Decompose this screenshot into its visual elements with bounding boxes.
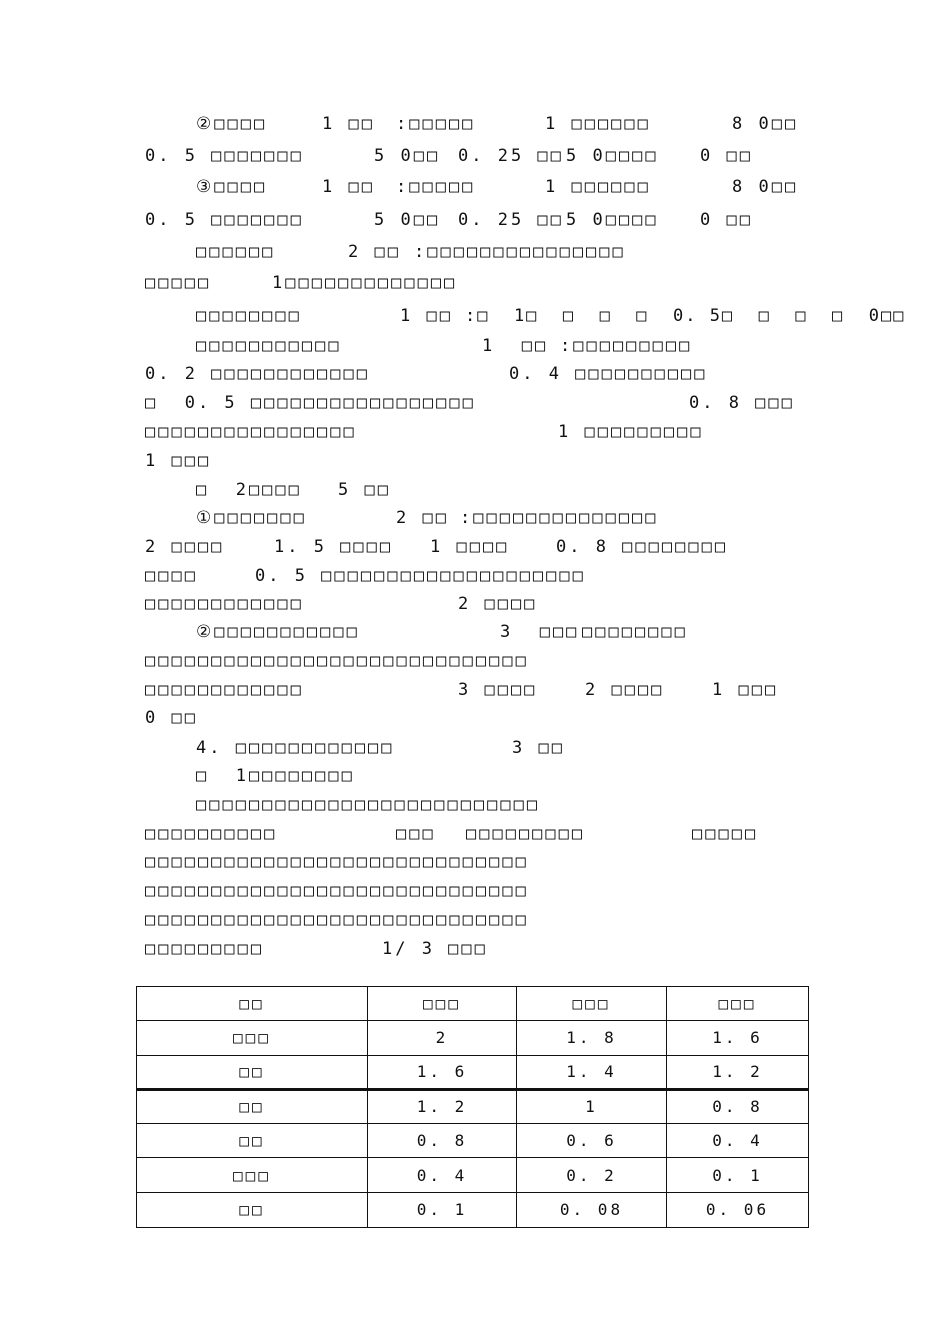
table-row (137, 1055, 809, 1089)
text-line: □□□□□ (145, 273, 212, 293)
text-line: 1 □□□ (712, 680, 779, 700)
text-line: 1 □□□□ (430, 537, 510, 557)
text-line: 1 □□□□□□ (545, 114, 651, 134)
table-cell: 0. 4 (667, 1124, 809, 1158)
table-row (137, 1192, 809, 1227)
text-line: 0 □□ (145, 708, 198, 728)
text-line: 1 □□ (322, 177, 375, 197)
text-line: 1 □□ (400, 306, 453, 326)
table-cell: 1. 2 (368, 1089, 517, 1123)
table-header-row (137, 987, 809, 1021)
table-cell: 1. 6 (667, 1021, 809, 1055)
text-line: 5 0□□□□ (566, 210, 659, 230)
text-line: □□□□□□□□□□□□□□□□□□□□□□□□□□□□□ (145, 852, 529, 872)
table-cell: □□ (137, 1124, 368, 1158)
text-line: 1 □□□ (145, 451, 212, 471)
table-cell: 0. 1 (368, 1192, 517, 1227)
text-line: □□□□□□ (196, 242, 276, 262)
text-line: 4. □□□□□□□□□□□□ (196, 738, 395, 758)
table-cell: 0. 06 (667, 1192, 809, 1227)
text-line: □□□□□□□□□□ (145, 824, 278, 844)
text-line: ①□□□□□□□ (196, 508, 307, 528)
text-line: 0. 5 □□□□□□□ (145, 146, 304, 166)
table-cell: 0. 6 (517, 1124, 667, 1158)
text-line: □□□ (396, 824, 436, 844)
text-line: 0. 4 □□□□□□□□□□ (509, 364, 708, 384)
text-line: :□□□□□ (396, 177, 476, 197)
table-header-cell: □□□ (667, 987, 809, 1021)
table-cell: 0. 2 (517, 1158, 667, 1192)
text-line: □□□□□ (692, 824, 759, 844)
text-line: □□□□□□□□□□□ (196, 336, 342, 356)
text-line: 0. 5 □□□□□□□ (145, 210, 304, 230)
table-cell: 1. 4 (517, 1055, 667, 1089)
table-row (137, 1021, 809, 1055)
text-line: 5 0□□ (374, 146, 441, 166)
text-line: :□ 1□ □ □ □ 0. 5□ □ □ □ 0□□ (465, 306, 906, 326)
text-line: 1. 5 □□□□ (274, 537, 394, 557)
text-line: 1 □□□□□□□□□ (558, 422, 704, 442)
table-cell: 0. 4 (368, 1158, 517, 1192)
text-line: 8 0□□ (732, 114, 799, 134)
text-line: 0. 25 □□ (458, 146, 564, 166)
text-line: □ 1□□□□□□□□ (196, 766, 355, 786)
text-line: 5 0□□□□ (566, 146, 659, 166)
table-cell: 0. 8 (368, 1124, 517, 1158)
table-row (137, 1124, 809, 1158)
text-line: □□□□□□□□□□□□□□□□□□□□□□□□□□ (196, 795, 541, 815)
text-line: 1□□□□□□□□□□□□□ (272, 273, 458, 293)
table-cell: □□□ (137, 1158, 368, 1192)
text-line: 1 □□□□□□ (545, 177, 651, 197)
table-cell: □□ (137, 1089, 368, 1123)
text-line: 1/ 3 □□□ (382, 939, 488, 959)
table-cell: 0. 1 (667, 1158, 809, 1192)
text-line: 2 □□ (348, 242, 401, 262)
table-cell: □□□ (137, 1021, 368, 1055)
text-line: ③□□□□ (196, 177, 268, 197)
data-table (136, 986, 809, 1228)
table-row (137, 1158, 809, 1192)
table-header-cell: □□□ (368, 987, 517, 1021)
text-line: 0. 25 □□ (458, 210, 564, 230)
text-line: 0. 8 □□□ (689, 393, 795, 413)
text-line: □□□□ (145, 566, 198, 586)
table-row (137, 1089, 809, 1123)
text-line: □□□□□□□□ (582, 622, 688, 642)
text-line: 5 0□□ (374, 210, 441, 230)
text-line: :□□□□□□□□□□□□□□□ (414, 242, 626, 262)
table-cell: 1. 6 (368, 1055, 517, 1089)
table-cell: 2 (368, 1021, 517, 1055)
table-cell: 0. 08 (517, 1192, 667, 1227)
text-line: □□□□□□□□□□□□ (145, 594, 304, 614)
text-line: 0. 2 □□□□□□□□□□□□ (145, 364, 370, 384)
text-line: □□□□□□□□□ (466, 824, 586, 844)
text-line: 2 □□□□ (585, 680, 665, 700)
text-line: 2 □□□□ (458, 594, 538, 614)
text-line: 1 □□ (482, 336, 549, 356)
text-line: 3 □□□ (500, 622, 580, 642)
table-cell: 1. 2 (667, 1055, 809, 1089)
text-line: 0. 5 □□□□□□□□□□□□□□□□□□□□ (255, 566, 586, 586)
text-line: □□□□□□□□□□□□□□□□ (145, 422, 357, 442)
text-line: ②□□□□ (196, 114, 268, 134)
text-line: □□□□□□□□□□□□□□□□□□□□□□□□□□□□□ (145, 881, 529, 901)
text-line: 3 □□ (512, 738, 565, 758)
table-cell: 0. 8 (667, 1089, 809, 1123)
text-line: 3 □□□□ (458, 680, 538, 700)
table-cell: □□ (137, 1192, 368, 1227)
text-line: □□□□□□□□□□□□□□□□□□□□□□□□□□□□□ (145, 910, 529, 930)
text-line: □ 2□□□□ (196, 480, 302, 500)
table-header-cell: □□□ (517, 987, 667, 1021)
text-line: 1 □□ (322, 114, 375, 134)
text-line: :□□□□□ (396, 114, 476, 134)
text-line: 2 □□ (396, 508, 449, 528)
text-line: 0. 8 □□□□□□□□ (556, 537, 729, 557)
text-line: :□□□□□□□□□ (560, 336, 693, 356)
text-line: 2 □□□□ (145, 537, 225, 557)
table-header-cell: □□ (137, 987, 368, 1021)
text-line: :□□□□□□□□□□□□□□ (460, 508, 659, 528)
text-line: □□□□□□□□□□□□□□□□□□□□□□□□□□□□□ (145, 651, 529, 671)
text-line: □ 0. 5 □□□□□□□□□□□□□□□□□ (145, 393, 476, 413)
text-line: ②□□□□□□□□□□□ (196, 622, 360, 642)
text-line: □□□□□□□□□□□□ (145, 680, 304, 700)
table-cell: 1 (517, 1089, 667, 1123)
text-line: 8 0□□ (732, 177, 799, 197)
text-line: □□□□□□□□ (196, 306, 302, 326)
text-line: 5 □□ (338, 480, 391, 500)
text-line: 0 □□ (700, 146, 753, 166)
text-line: □□□□□□□□□ (145, 939, 265, 959)
table-cell: 1. 8 (517, 1021, 667, 1055)
text-line: 0 □□ (700, 210, 753, 230)
table-cell: □□ (137, 1055, 368, 1089)
